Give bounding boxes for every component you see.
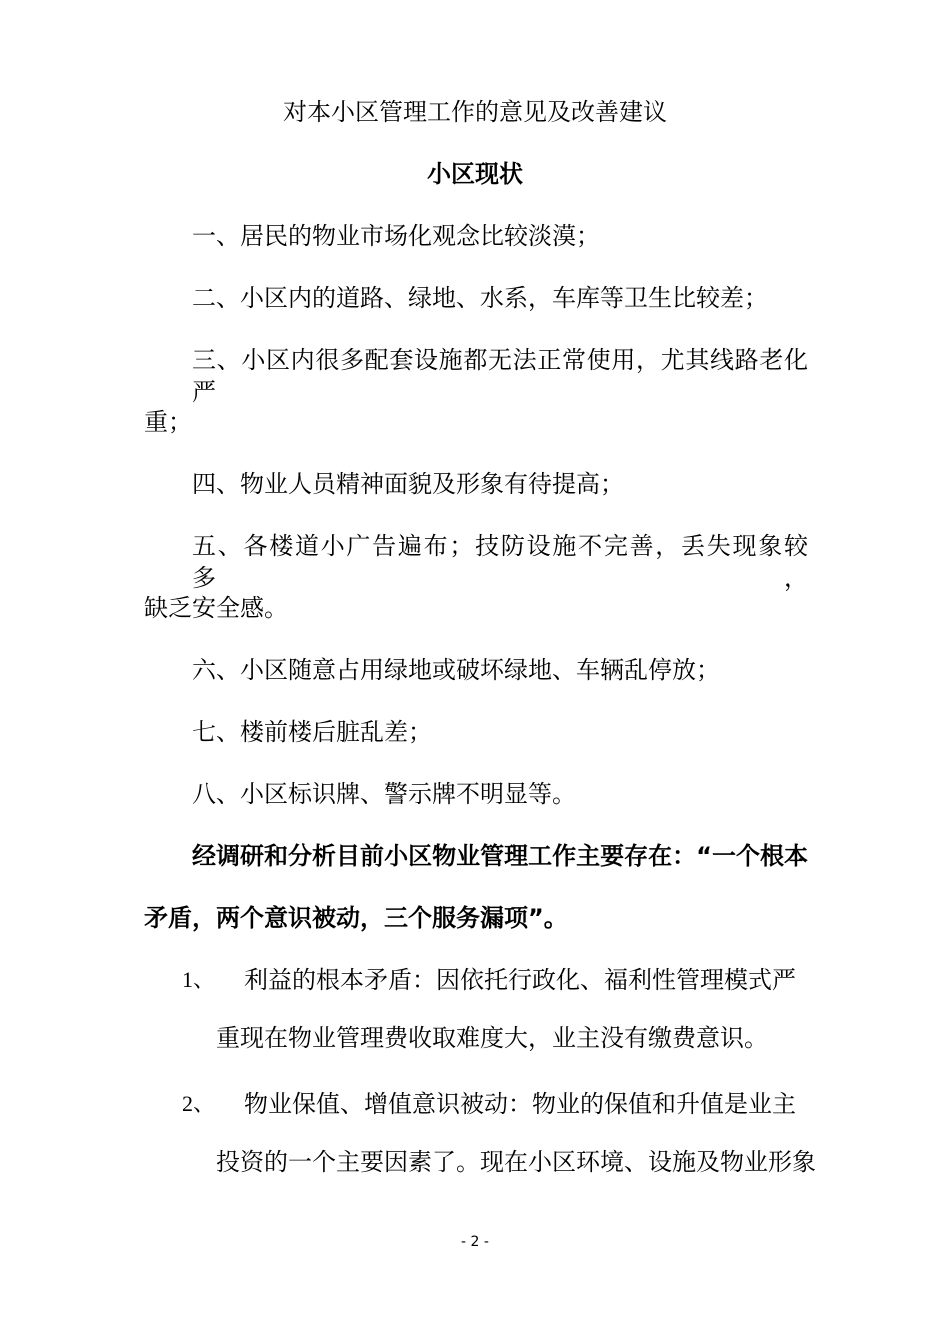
status-item: 六、小区随意占用绿地或破坏绿地、车辆乱停放； [192, 656, 720, 684]
summary-paragraph: 经调研和分析目前小区物业管理工作主要存在：“一个根本 [192, 842, 808, 870]
status-item-continuation: 重； [144, 408, 192, 436]
document-title: 对本小区管理工作的意见及改善建议 [283, 98, 667, 126]
page-number: - 2 - [461, 1234, 489, 1250]
list-item-text: 利益的根本矛盾：因依托行政化、福利性管理模式严 [244, 966, 796, 994]
status-item: 四、物业人员精神面貌及形象有待提高； [192, 470, 624, 498]
list-item-continuation: 重现在物业管理费收取难度大，业主没有缴费意识。 [216, 1024, 768, 1052]
list-number: 1、 [182, 967, 216, 992]
section-heading: 小区现状 [427, 160, 523, 188]
list-number: 2、 [182, 1091, 216, 1116]
status-item: 八、小区标识牌、警示牌不明显等。 [192, 780, 576, 808]
summary-paragraph-continuation: 矛盾，两个意识被动，三个服务漏项”。 [144, 904, 568, 932]
status-item: 七、楼前楼后脏乱差； [192, 718, 432, 746]
status-item: 一、居民的物业市场化观念比较淡漠； [192, 222, 600, 250]
status-item-continuation: 缺乏安全感。 [144, 594, 288, 622]
status-item: 五、各楼道小广告遍布；技防设施不完善，丢失现象较多， [192, 532, 808, 592]
list-item-continuation: 投资的一个主要因素了。现在小区环境、设施及物业形象 [216, 1148, 816, 1176]
status-item: 三、小区内很多配套设施都无法正常使用，尤其线路老化严 [192, 346, 808, 406]
status-item: 二、小区内的道路、绿地、水系，车库等卫生比较差； [192, 284, 768, 312]
list-item-text: 物业保值、增值意识被动：物业的保值和升值是业主 [244, 1090, 796, 1118]
